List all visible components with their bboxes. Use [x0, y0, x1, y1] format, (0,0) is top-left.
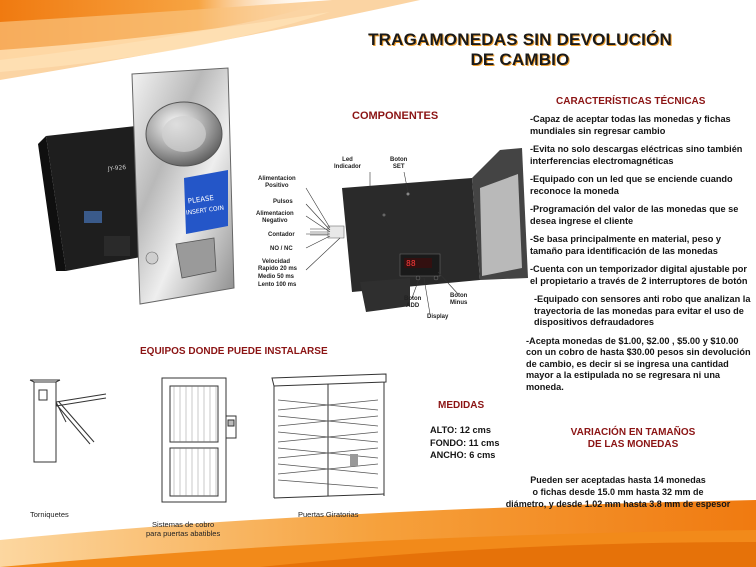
feature-item: -Se basa principalmente en material, peso y tamaño para identificación de las monedas — [530, 234, 721, 256]
coin-acceptor-photo — [36, 66, 266, 316]
photo-label-model: JY-926 — [107, 163, 127, 173]
label-rapido: Rapido 20 ms — [258, 266, 298, 272]
features-heading: CARACTERÍSTICAS TÉCNICAS — [556, 96, 706, 107]
label-alim-negativo: Alimentacion Negativo — [256, 211, 294, 224]
label-boton-add: Boton ADD — [404, 296, 422, 309]
feature-item: -Acepta monedas de $1.00, $2.00 , $5.00 y $10.00 con un cobro de hasta $30.00 pesos sin devolución de cambio, es decir si se ingresa una cantidad mayor a la estipulada no se regresara ni una moneda. — [526, 335, 751, 392]
page-title — [330, 30, 710, 70]
label-no-nc: NO / NC — [270, 246, 293, 252]
components-heading: COMPONENTES — [352, 110, 439, 122]
features-list — [526, 114, 756, 400]
measure-item: ALTO: 12 cms — [430, 425, 491, 435]
door-drawing — [160, 376, 242, 506]
label-lento: Lento 100 ms — [258, 282, 297, 288]
label-boton-set: Boton SET — [390, 157, 408, 170]
label-alim-positivo: Alimentacion Positivo — [258, 176, 296, 189]
caption-door: Sistemas de cobro para puertas abatibles — [146, 520, 221, 538]
label-display: Display — [427, 314, 449, 320]
turnstile-drawing — [26, 372, 116, 472]
equipment-heading: EQUIPOS DONDE PUEDE INSTALARSE — [140, 346, 328, 357]
label-led-indicador: Led Indicador — [334, 157, 362, 170]
feature-item: -Capaz de aceptar todas las monedas y fichas mundiales sin regresar cambio — [530, 114, 731, 136]
label-contador: Contador — [268, 232, 295, 238]
measure-item: FONDO: 11 cms — [430, 437, 500, 448]
variation-heading: VARIACIÓN EN TAMAÑOS DE LAS MONEDAS — [570, 427, 696, 450]
svg-text:88: 88 — [406, 259, 416, 268]
variation-text: Pueden ser aceptadas hasta 14 monedas o fichas desde 15.0 mm hasta 32 mm de diámetro, y desde 1.02 mm hasta 3.8 mm de espesor — [505, 475, 731, 509]
feature-item: -Equipado con un led que se enciende cuando reconoce la moneda — [530, 174, 733, 196]
label-boton-minus: Boton Minus — [450, 293, 468, 306]
title-line-2: DE CAMBIO — [470, 50, 570, 69]
measure-item: ANCHO: 6 cms — [430, 450, 496, 460]
feature-item: -Equipado con sensores anti robo que analizan la trayectoria de las monedas para evitar el uso de dispositivos defraudadores — [534, 294, 751, 327]
label-pulsos: Pulsos — [273, 199, 293, 205]
measures-list — [430, 424, 499, 462]
caption-turnstile: Torniquetes — [30, 510, 69, 519]
title-line-1: TRAGAMONEDAS SIN DEVOLUCIÓN — [368, 30, 672, 49]
photo-label-insert: INSERT COIN — [185, 204, 225, 217]
feature-item: -Programación del valor de las monedas que se desea ingrese el cliente — [530, 204, 739, 226]
label-velocidad: Velocidad — [262, 259, 291, 265]
revolving-door-drawing — [266, 370, 392, 504]
caption-revolving: Puertas Giratorias — [298, 510, 359, 519]
feature-item: -Evita no solo descargas eléctricas sino también interferencias electromagnéticas — [530, 144, 743, 166]
measures-heading: MEDIDAS — [438, 400, 485, 411]
feature-item: -Cuenta con un temporizador digital ajustable por el propietario a través de 2 interruptores de botón — [530, 264, 748, 286]
label-medio: Medio 50 ms — [258, 274, 295, 280]
photo-label-please: PLEASE — [187, 193, 215, 206]
